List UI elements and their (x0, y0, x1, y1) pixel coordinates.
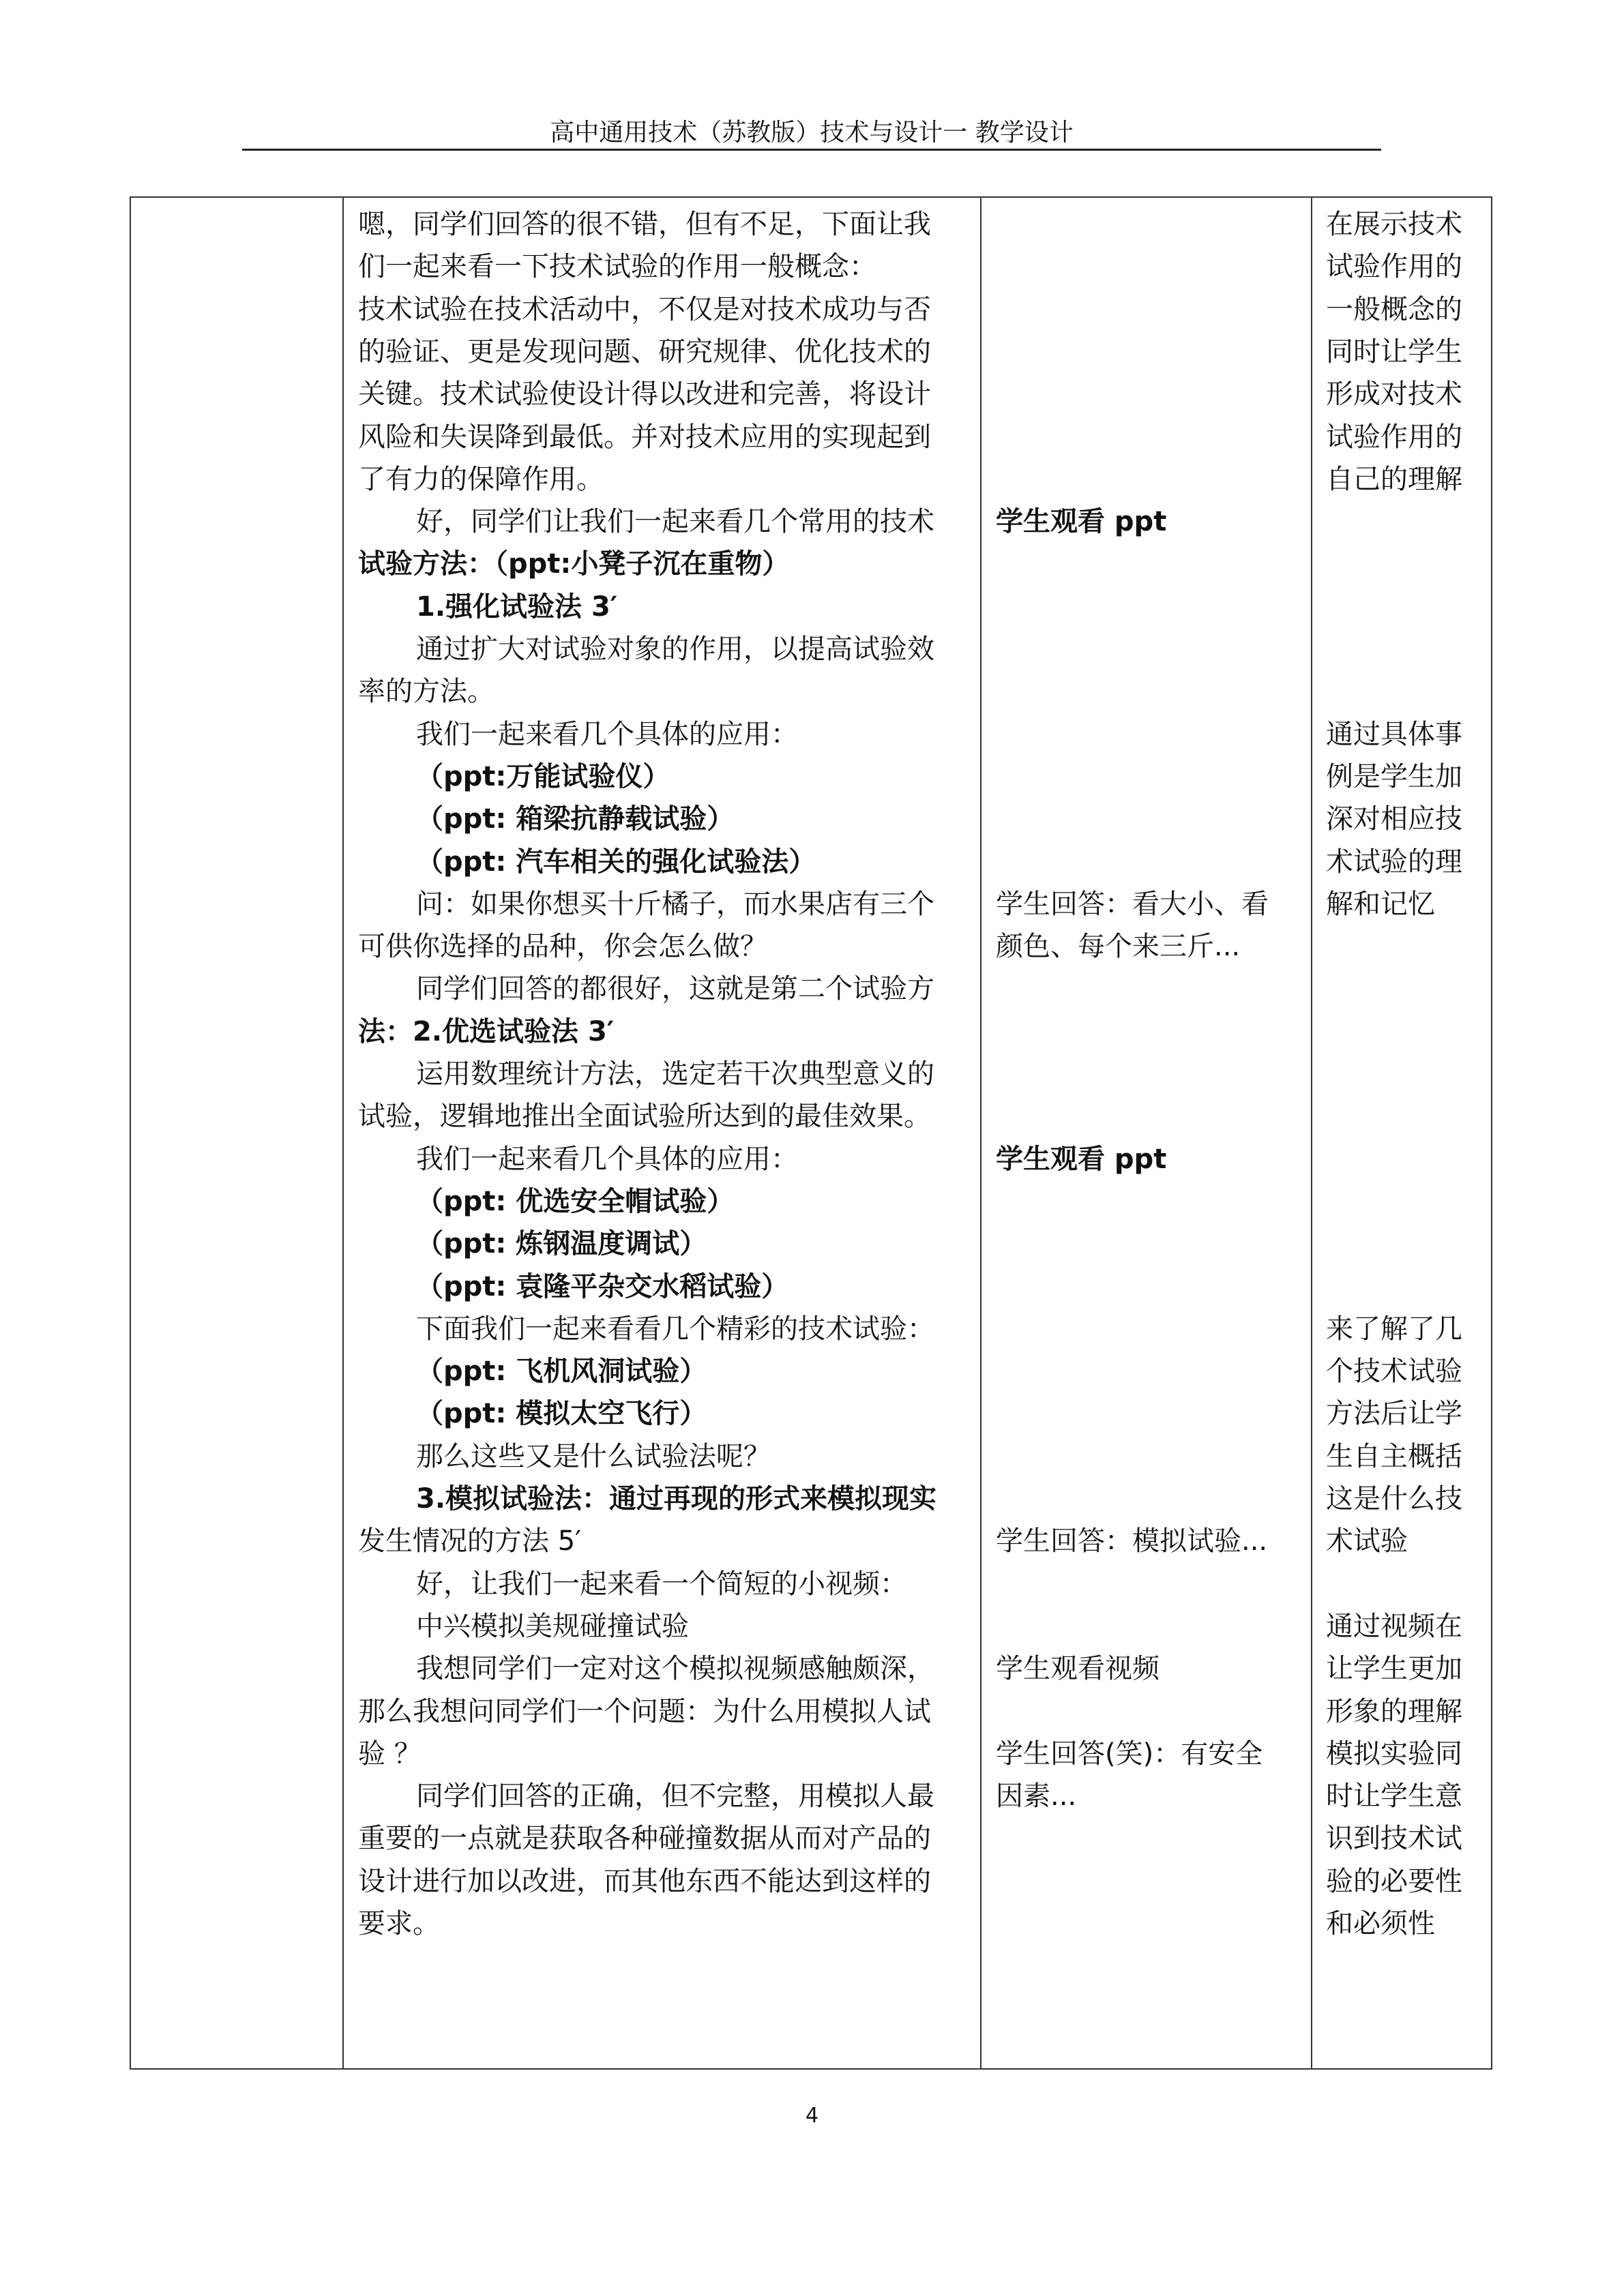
page-number: 4 (805, 2104, 819, 2128)
intent-line: 解和记忆 (1326, 888, 1435, 920)
teacher-line: 3.模拟试验法：通过再现的形式来模拟现实 (416, 1483, 937, 1515)
student-line: 颜色、每个来三斤... (996, 931, 1241, 963)
teacher-line: 中兴模拟美规碰撞试验 (416, 1610, 689, 1642)
intent-line: 试验作用的 (1326, 421, 1462, 453)
teacher-line: 那么这些又是什么试验法呢？ (416, 1440, 771, 1472)
teacher-line: 同学们回答的正确，但不完整，用模拟人最 (416, 1780, 934, 1813)
teacher-line: 试验，逻辑地推出全面试验所达到的最佳效果。 (358, 1101, 931, 1133)
student-line: 学生观看 ppt (996, 1143, 1167, 1175)
intent-line: 生自主概括 (1326, 1440, 1462, 1472)
teacher-line: 好，同学们让我们一起来看几个常用的技术 (416, 506, 934, 538)
student-line: 因素... (996, 1780, 1077, 1813)
student-line: 学生回答：看大小、看 (996, 888, 1269, 920)
lesson-table (130, 196, 1492, 2070)
intent-line: 同时让学生 (1326, 336, 1462, 368)
teacher-line: 法：2.优选试验法 3′ (358, 1015, 615, 1047)
teacher-line: 那么我想问同学们一个问题：为什么用模拟人试 (358, 1695, 931, 1727)
intent-line: 通过视频在 (1326, 1610, 1462, 1642)
teacher-line: （ppt: 炼钢温度调试） (416, 1228, 707, 1260)
column-divider (342, 198, 344, 2068)
teacher-line: （ppt: 箱梁抗静载试验） (416, 803, 735, 835)
intent-line: 在展示技术 (1326, 209, 1462, 240)
teacher-line: 率的方法。 (358, 676, 494, 708)
intent-line: 术试验的理 (1326, 846, 1462, 878)
teacher-line: 试验方法：（ppt:小凳子沉在重物） (358, 548, 790, 580)
intent-line: 形成对技术 (1326, 378, 1462, 411)
header-title: 高中通用技术（苏教版）技术与设计一 教学设计 (550, 119, 1074, 147)
teacher-line: （ppt:万能试验仪） (416, 760, 670, 792)
teacher-line: 下面我们一起来看看几个精彩的技术试验： (416, 1313, 934, 1345)
intent-line: 试验作用的 (1326, 251, 1462, 283)
teacher-line: 通过扩大对试验对象的作用，以提高试验效 (416, 633, 934, 665)
teacher-line: 我们一起来看几个具体的应用： (416, 1143, 798, 1175)
teacher-line: （ppt: 优选安全帽试验） (416, 1185, 735, 1217)
column-divider (1311, 198, 1312, 2068)
teacher-line: 关键。技术试验使设计得以改进和完善，将设计 (358, 378, 931, 411)
intent-line: 这是什么技 (1326, 1483, 1462, 1515)
intent-line: 验的必要性 (1326, 1865, 1462, 1897)
intent-line: 术试验 (1326, 1525, 1408, 1557)
intent-line: 通过具体事 (1326, 718, 1462, 750)
student-line: 学生观看 ppt (996, 506, 1167, 538)
header-rule (242, 149, 1381, 151)
student-line: 学生回答：模拟试验... (996, 1525, 1268, 1557)
teacher-line: 设计进行加以改进，而其他东西不能达到这样的 (358, 1865, 931, 1897)
intent-line: 深对相应技 (1326, 803, 1462, 835)
intent-line: 方法后让学 (1326, 1398, 1462, 1430)
teacher-line: 同学们回答的都很好，这就是第二个试验方 (416, 973, 934, 1005)
intent-line: 让学生更加 (1326, 1653, 1462, 1685)
intent-line: 例是学生加 (1326, 760, 1462, 792)
intent-line: 模拟实验同 (1326, 1738, 1462, 1770)
teacher-line: （ppt: 模拟太空飞行） (416, 1398, 707, 1430)
teacher-line: 好，让我们一起来看一个简短的小视频： (416, 1568, 907, 1600)
student-line: 学生回答(笑)：有安全 (996, 1738, 1263, 1770)
intent-line: 时让学生意 (1326, 1780, 1462, 1813)
teacher-line: 我们一起来看几个具体的应用： (416, 718, 798, 750)
intent-line: 一般概念的 (1326, 293, 1462, 325)
teacher-line: 发生情况的方法 5′ (358, 1525, 582, 1557)
teacher-line: （ppt: 袁隆平杂交水稻试验） (416, 1270, 789, 1302)
teacher-line: 1.强化试验法 3′ (416, 591, 618, 623)
teacher-line: 验 ？ (358, 1738, 422, 1770)
intent-line: 和必须性 (1326, 1908, 1435, 1939)
teacher-line: 可供你选择的品种，你会怎么做？ (358, 931, 767, 963)
teacher-line: 问：如果你想买十斤橘子，而水果店有三个 (416, 888, 934, 920)
teacher-line: 要求。 (358, 1908, 440, 1939)
teacher-line: 风险和失误降到最低。并对技术应用的实现起到 (358, 421, 931, 453)
intent-line: 来了解了几 (1326, 1313, 1462, 1345)
column-divider (980, 198, 981, 2068)
intent-line: 识到技术试 (1326, 1823, 1462, 1855)
teacher-line: 的验证、更是发现问题、研究规律、优化技术的 (358, 336, 931, 368)
teacher-line: 我想同学们一定对这个模拟视频感触颇深， (416, 1653, 934, 1685)
teacher-line: 了有力的保障作用。 (358, 463, 604, 495)
intent-line: 个技术试验 (1326, 1356, 1462, 1388)
intent-line: 自己的理解 (1326, 463, 1462, 495)
teacher-line: 重要的一点就是获取各种碰撞数据从而对产品的 (358, 1823, 931, 1855)
intent-line: 形象的理解 (1326, 1695, 1462, 1727)
teacher-line: 们一起来看一下技术试验的作用一般概念： (358, 251, 876, 283)
teacher-line: 运用数理统计方法，选定若干次典型意义的 (416, 1058, 934, 1090)
student-line: 学生观看视频 (996, 1653, 1160, 1685)
teacher-line: （ppt: 飞机风洞试验） (416, 1356, 707, 1388)
teacher-line: 嗯，同学们回答的很不错，但有不足，下面让我 (358, 209, 931, 240)
teacher-line: 技术试验在技术活动中，不仅是对技术成功与否 (358, 293, 931, 325)
teacher-line: （ppt: 汽车相关的强化试验法） (416, 846, 816, 878)
